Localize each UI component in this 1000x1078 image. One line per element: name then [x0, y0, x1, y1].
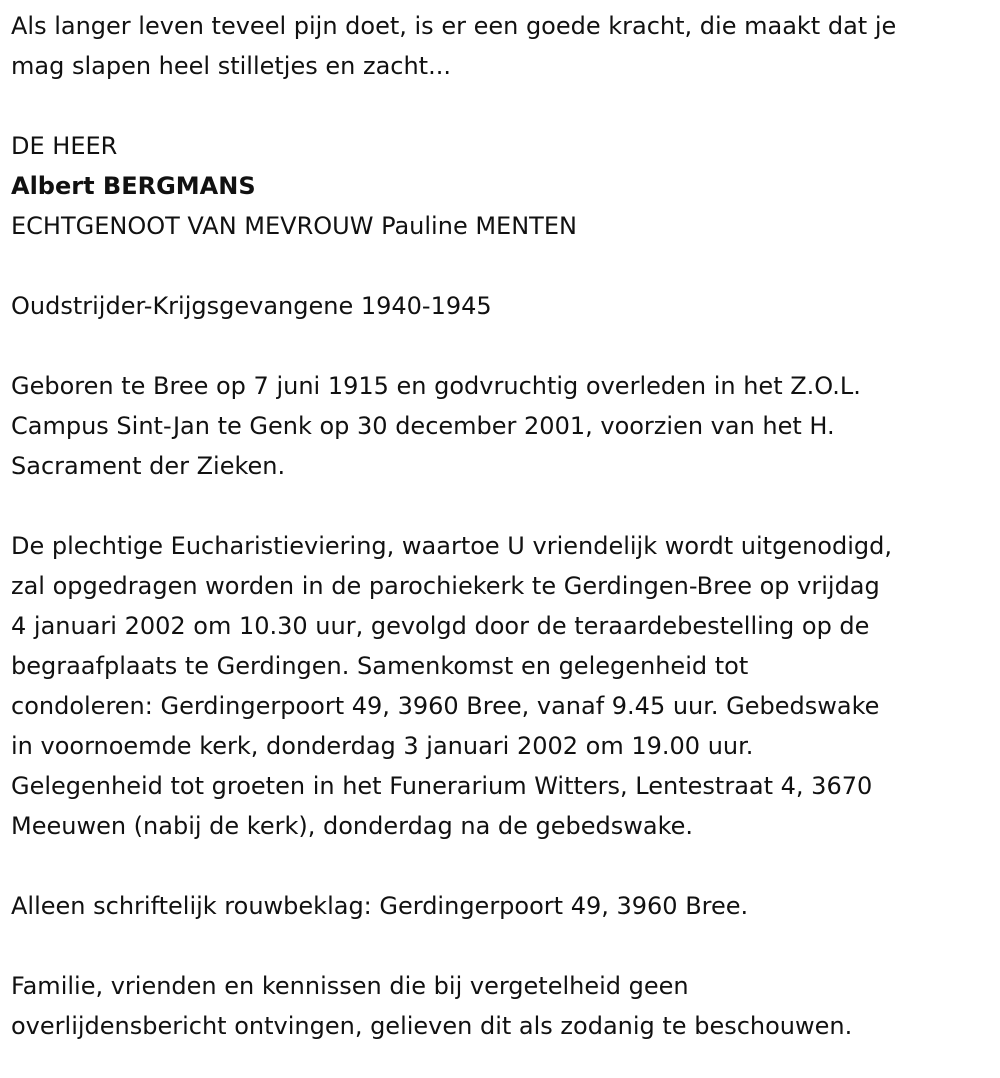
closing-paragraph — [11, 966, 990, 1046]
birth-death-paragraph — [11, 366, 990, 486]
birth-death-line: Campus Sint-Jan te Genk op 30 december 2001, voorzien van het H. — [11, 412, 835, 440]
motto-paragraph — [11, 6, 990, 86]
motto-line: mag slapen heel stilletjes en zacht... — [11, 52, 451, 80]
condolence-paragraph — [11, 886, 990, 926]
ceremony-line: in voornoemde kerk, donderdag 3 januari 2002 om 19.00 uur. — [11, 732, 754, 760]
ceremony-line: Gelegenheid tot groeten in het Funerarium Witters, Lentestraat 4, 3670 — [11, 772, 873, 800]
paragraph-gap — [11, 846, 990, 886]
ceremony-line: begraafplaats te Gerdingen. Samenkomst en gelegenheid tot — [11, 652, 749, 680]
ceremony-line: condoleren: Gerdingerpoort 49, 3960 Bree, vanaf 9.45 uur. Gebedswake — [11, 692, 880, 720]
deceased-block — [11, 126, 990, 246]
ceremony-line: Meeuwen (nabij de kerk), donderdag na de gebedswake. — [11, 812, 694, 840]
paragraph-gap — [11, 246, 990, 286]
birth-death-line: Sacrament der Zieken. — [11, 452, 286, 480]
ceremony-line: De plechtige Eucharistieviering, waartoe U vriendelijk wordt uitgenodigd, — [11, 532, 892, 560]
ceremony-line: zal opgedragen worden in de parochiekerk te Gerdingen-Bree op vrijdag — [11, 572, 880, 600]
spouse-line: ECHTGENOOT VAN MEVROUW Pauline MENTEN — [11, 212, 577, 240]
deceased-name: Albert BERGMANS — [11, 172, 256, 200]
honorific-title: DE HEER — [11, 132, 118, 160]
ceremony-line: 4 januari 2002 om 10.30 uur, gevolgd door de teraardebestelling op de — [11, 612, 870, 640]
closing-line: overlijdensbericht ontvingen, gelieven dit als zodanig te beschouwen. — [11, 1012, 853, 1040]
ceremony-paragraph — [11, 526, 990, 846]
designation-line: Oudstrijder-Krijgsgevangene 1940-1945 — [11, 292, 492, 320]
closing-line: Familie, vrienden en kennissen die bij vergetelheid geen — [11, 972, 689, 1000]
condolence-line: Alleen schriftelijk rouwbeklag: Gerdingerpoort 49, 3960 Bree. — [11, 892, 749, 920]
designation-paragraph — [11, 286, 990, 326]
motto-line: Als langer leven teveel pijn doet, is er een goede kracht, die maakt dat je — [11, 12, 897, 40]
birth-death-line: Geboren te Bree op 7 juni 1915 en godvruchtig overleden in het Z.O.L. — [11, 372, 861, 400]
paragraph-gap — [11, 86, 990, 126]
paragraph-gap — [11, 486, 990, 526]
paragraph-gap — [11, 926, 990, 966]
paragraph-gap — [11, 326, 990, 366]
